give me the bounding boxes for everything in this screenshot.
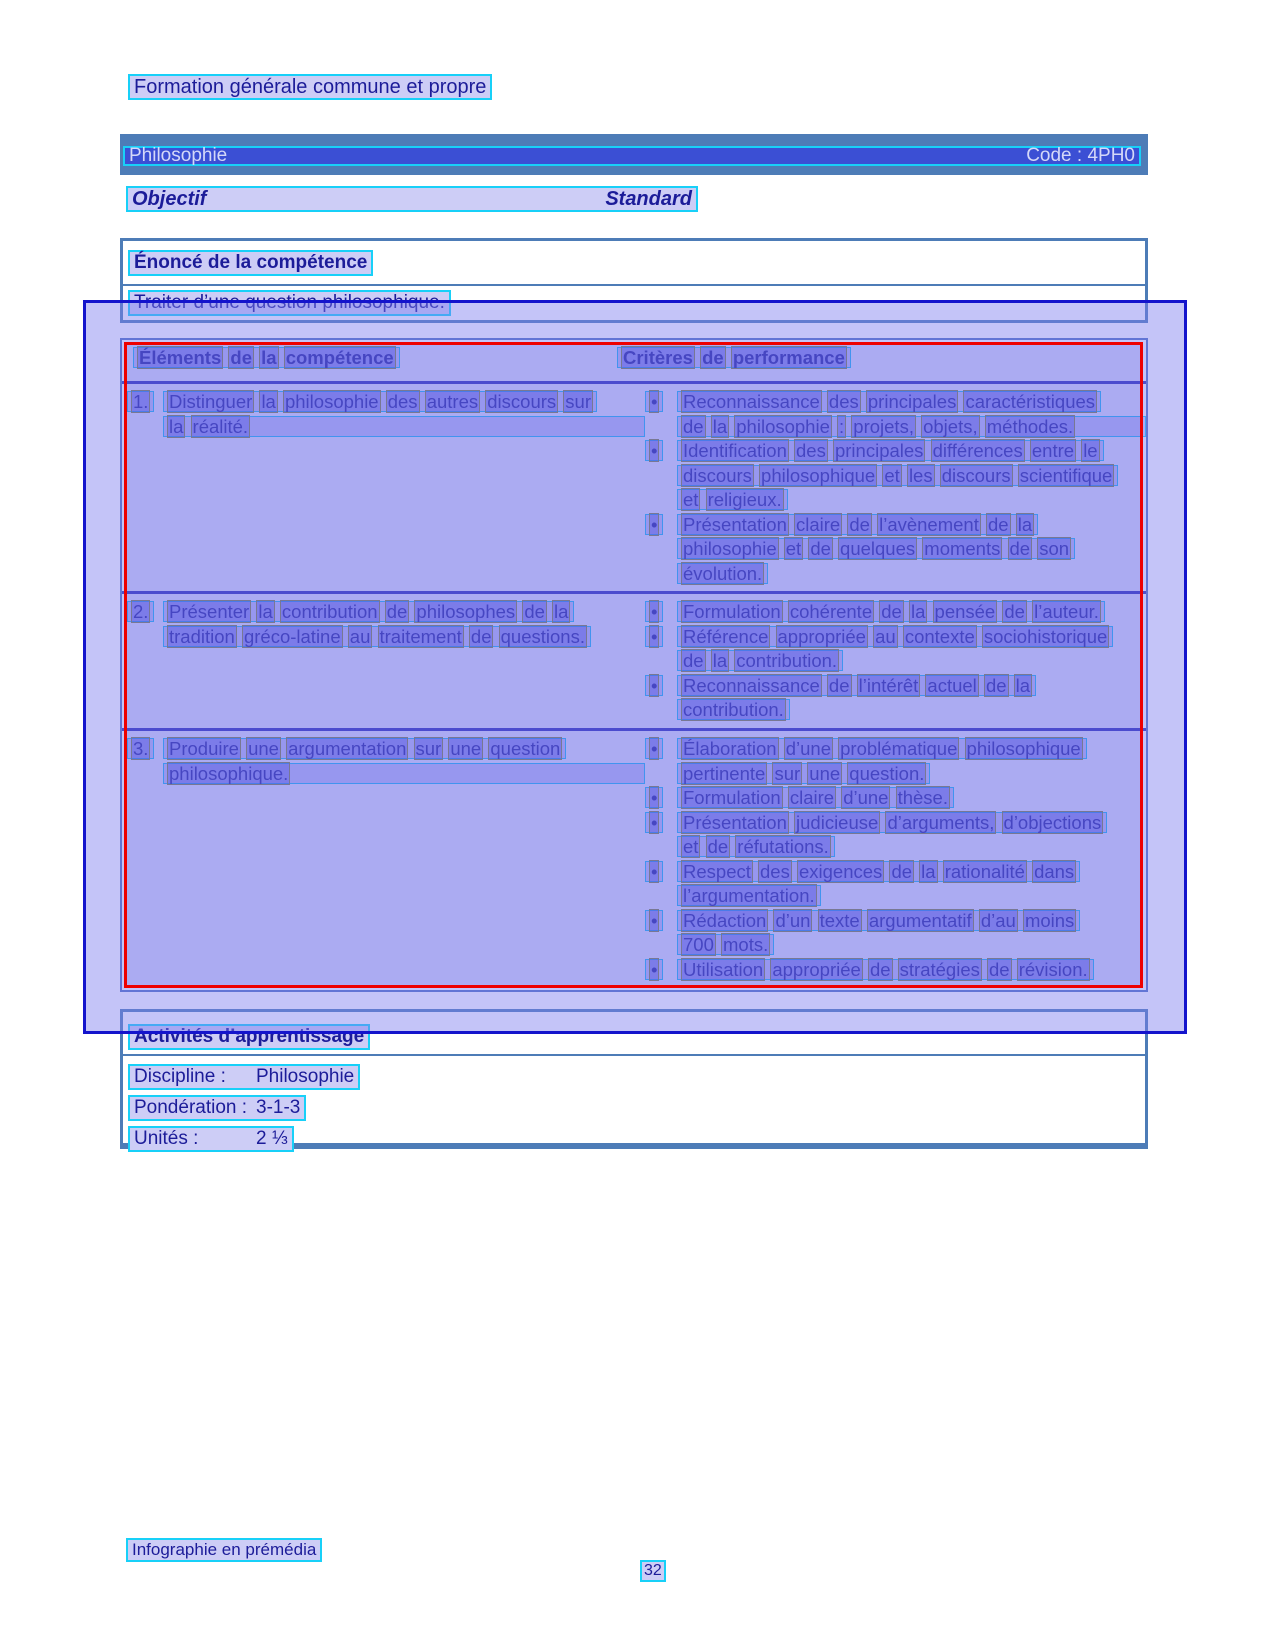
word-box: pertinente	[683, 762, 766, 784]
word-box: contribution	[281, 601, 378, 622]
discipline-row	[128, 1064, 360, 1090]
text-line-box	[677, 763, 930, 784]
word-box: appropriée	[777, 625, 866, 647]
word-box: philosophes	[416, 601, 516, 622]
word-box: projets,	[853, 415, 914, 437]
bullet-icon	[645, 812, 677, 861]
word-box: claire	[789, 787, 835, 808]
criterion-text	[677, 675, 1146, 724]
word-box: philosophique	[966, 738, 1081, 759]
word-box: de	[849, 513, 870, 535]
word-box: la	[921, 860, 936, 882]
criterion-item	[645, 787, 1146, 812]
word-box: thèse.	[897, 787, 948, 808]
enonce-title-row	[123, 241, 1145, 286]
bullet-icon	[645, 910, 677, 959]
word-box: et	[683, 489, 699, 510]
word-box: principales	[867, 391, 957, 412]
word-box: entre	[1031, 440, 1075, 461]
competence-statement: Traiter d’une question philosophique.	[128, 290, 451, 316]
word-box: de	[869, 958, 891, 980]
criterion-item	[645, 440, 1146, 514]
text-line-box	[677, 440, 1104, 461]
word-box: son	[1039, 538, 1070, 559]
word-box: sociohistorique	[983, 625, 1108, 647]
bullet-icon	[645, 391, 677, 440]
word-box: au	[349, 625, 371, 647]
word-box: gréco-latine	[243, 625, 341, 647]
activites-body	[123, 1056, 1145, 1152]
criterion-text	[677, 440, 1146, 514]
word-box: 700	[683, 934, 714, 955]
word-box: •	[651, 811, 658, 833]
word-box: Distinguer	[169, 391, 253, 412]
text-line-box	[677, 465, 1118, 486]
bullet-icon	[645, 626, 677, 675]
word-box: des	[387, 391, 418, 412]
word-box: Produire	[169, 738, 239, 759]
word-box: Critères	[623, 347, 693, 368]
bullet-icon	[645, 675, 677, 724]
discipline-value: Philosophie	[256, 1066, 355, 1087]
ponderation-label: Pondération :	[134, 1097, 248, 1118]
word-box: 1.	[133, 391, 149, 412]
objectif-heading: Objectif	[132, 188, 207, 210]
word-box: actuel	[927, 674, 977, 696]
text-line-box	[645, 675, 663, 696]
table-body	[122, 384, 1146, 988]
discipline-label: Discipline :	[134, 1066, 226, 1087]
word-box: cohérente	[789, 601, 873, 622]
word-box: argumentation	[288, 738, 407, 759]
text-line-box	[677, 514, 1038, 535]
word-box: Formulation	[683, 601, 781, 622]
word-box: 3.	[133, 738, 149, 759]
word-box: l’intérêt	[858, 674, 919, 696]
word-box: problématique	[840, 738, 958, 759]
unites-row	[128, 1126, 294, 1152]
course-name: Philosophie	[129, 145, 228, 166]
criterion-text	[677, 626, 1146, 675]
word-box: tradition	[169, 625, 235, 647]
word-box: •	[651, 738, 658, 759]
word-box: judicieuse	[796, 811, 879, 833]
table-row	[122, 731, 1146, 988]
word-box: compétence	[285, 347, 394, 368]
word-box: de	[702, 347, 724, 368]
word-box: les	[908, 464, 933, 486]
text-line-box	[677, 489, 788, 510]
course-header-row	[123, 146, 1141, 166]
word-box: réalité.	[192, 415, 249, 437]
word-box: Rédaction	[683, 909, 767, 931]
word-box: une	[809, 762, 841, 784]
ponderation-value: 3-1-3	[256, 1097, 301, 1118]
word-box: contribution.	[683, 699, 784, 720]
element-text-cell	[163, 391, 645, 591]
criterion-item	[645, 626, 1146, 675]
word-box: Référence	[683, 625, 769, 647]
bullet-icon	[645, 959, 677, 984]
word-box: d’au	[980, 909, 1016, 931]
word-box: de	[1009, 538, 1031, 559]
word-box: objets,	[923, 415, 978, 437]
word-box: au	[875, 625, 896, 647]
word-box: méthodes.	[986, 415, 1074, 437]
bullet-icon	[645, 738, 677, 787]
ponderation-row	[128, 1095, 306, 1121]
text-line-box	[163, 626, 591, 647]
word-box: scientifique	[1019, 464, 1113, 486]
word-box: la	[261, 347, 277, 368]
text-line-box	[677, 563, 768, 584]
word-box: philosophie	[683, 538, 777, 559]
word-box: des	[796, 440, 826, 461]
word-box: une	[248, 738, 279, 759]
text-line-box	[677, 959, 1094, 980]
unites-value: 2 ⅓	[256, 1128, 288, 1149]
word-box: moins	[1024, 909, 1075, 931]
word-box: •	[651, 909, 658, 931]
criterion-text	[677, 391, 1146, 440]
word-box: l’auteur.	[1034, 601, 1099, 622]
text-line-box	[677, 391, 1101, 412]
word-box: questions.	[500, 625, 585, 647]
word-box: caractéristiques	[965, 391, 1096, 412]
word-box: discours	[941, 464, 1011, 486]
text-line-box	[677, 934, 774, 955]
word-box: autres	[426, 391, 479, 412]
criterion-text	[677, 738, 1146, 787]
word-box: d’un	[775, 909, 811, 931]
table-row	[122, 384, 1146, 594]
text-line-box	[677, 538, 1075, 559]
criterion-item	[645, 812, 1146, 861]
word-box: Formulation	[683, 787, 781, 808]
word-box: sur	[565, 391, 591, 412]
word-box: Éléments	[139, 347, 222, 368]
word-box: Reconnaissance	[683, 674, 820, 696]
text-line-box	[645, 738, 663, 759]
word-box: la	[258, 601, 273, 622]
bullet-icon	[645, 787, 677, 812]
word-box: •	[651, 440, 658, 461]
word-box: de	[881, 601, 902, 622]
text-line-box	[677, 699, 790, 720]
criterion-text	[677, 812, 1146, 861]
word-box: des	[828, 391, 859, 412]
word-box: de	[828, 674, 850, 696]
word-box: des	[760, 860, 790, 882]
word-box: de	[230, 347, 252, 368]
word-box: rationalité	[944, 860, 1025, 882]
word-box: la	[554, 601, 569, 622]
bullet-icon	[645, 440, 677, 514]
text-line-box	[645, 959, 663, 980]
word-box: discours	[683, 464, 752, 486]
word-box: Élaboration	[683, 738, 777, 759]
word-box: la	[169, 415, 184, 437]
word-box: claire	[796, 513, 841, 535]
criterion-item	[645, 910, 1146, 959]
criterion-item	[645, 959, 1146, 984]
word-box: contexte	[904, 625, 975, 647]
activites-title-row	[123, 1012, 1145, 1056]
text-line-box	[677, 812, 1107, 833]
text-line-box	[677, 787, 954, 808]
word-box: philosophique	[761, 464, 876, 486]
text-line-box	[127, 601, 154, 622]
word-box: la	[1015, 674, 1031, 696]
text-line-box	[127, 391, 154, 412]
criterion-text	[677, 601, 1146, 626]
text-line-box	[163, 391, 597, 412]
text-line-box	[677, 650, 843, 671]
text-line-box	[677, 675, 1036, 696]
criterion-item	[645, 391, 1146, 440]
text-line-box	[645, 812, 663, 833]
elements-header-cell	[133, 347, 617, 381]
word-box: discours	[487, 391, 557, 412]
word-box: l’argumentation.	[683, 885, 815, 906]
activites-title: Activités d’apprentissage	[128, 1024, 370, 1050]
text-line-box	[645, 440, 663, 461]
word-box: de	[386, 601, 408, 622]
word-box: religieux.	[707, 489, 782, 510]
word-box: question.	[849, 762, 925, 784]
word-box: et	[683, 836, 699, 857]
word-box: philosophique.	[169, 762, 289, 784]
word-box: réfutations.	[737, 836, 829, 857]
criteria-list	[645, 391, 1146, 591]
criterion-text	[677, 514, 1146, 588]
element-number-cell	[127, 391, 163, 591]
text-line-box	[677, 910, 1080, 931]
element-text-cell	[163, 738, 645, 988]
word-box: mots.	[723, 934, 769, 955]
text-line-box	[677, 416, 1146, 437]
text-line-box	[163, 416, 645, 437]
word-box: de	[707, 836, 729, 857]
word-box: et	[785, 538, 802, 559]
word-box: révision.	[1018, 958, 1088, 980]
criterion-text	[677, 861, 1146, 910]
word-box: appropriée	[772, 958, 861, 980]
text-line-box	[677, 738, 1087, 759]
criterion-item	[645, 601, 1146, 626]
text-line-box	[677, 885, 821, 906]
criterion-item	[645, 675, 1146, 724]
word-box: de	[891, 860, 913, 882]
word-box: sur	[774, 762, 801, 784]
element-number-cell	[127, 601, 163, 728]
text-line-box	[163, 763, 645, 784]
word-box: Présentation	[683, 513, 787, 535]
word-box: de	[470, 625, 492, 647]
word-box: :	[839, 415, 845, 437]
word-box: 2.	[133, 601, 149, 622]
word-box: philosophie	[284, 391, 379, 412]
enonce-title: Énoncé de la compétence	[128, 250, 373, 276]
text-line-box	[645, 861, 663, 882]
element-number-cell	[127, 738, 163, 988]
criteria-list	[645, 601, 1146, 728]
word-box: la	[1017, 513, 1033, 535]
page-number: 32	[640, 1560, 666, 1582]
word-box: Présenter	[169, 601, 250, 622]
word-box: pensée	[934, 601, 996, 622]
word-box: de	[989, 958, 1010, 980]
text-line-box	[645, 391, 663, 412]
bullet-icon	[645, 514, 677, 588]
criteres-header	[617, 347, 851, 368]
word-box: différences	[932, 440, 1023, 461]
criteria-list	[645, 738, 1146, 988]
standard-heading: Standard	[605, 188, 692, 210]
word-box: •	[651, 601, 658, 622]
activites-box	[120, 1009, 1148, 1149]
text-line-box	[645, 601, 663, 622]
word-box: la	[261, 391, 276, 412]
word-box: Utilisation	[683, 958, 764, 980]
word-box: •	[651, 958, 658, 980]
course-header-bar	[120, 134, 1148, 175]
word-box: philosophie	[736, 415, 830, 437]
word-box: •	[651, 391, 658, 412]
table-row	[122, 594, 1146, 731]
word-box: de	[810, 538, 831, 559]
bullet-icon	[645, 601, 677, 626]
word-box: Respect	[683, 860, 751, 882]
criterion-item	[645, 514, 1146, 588]
word-box: stratégies	[899, 958, 980, 980]
word-box: la	[712, 650, 728, 671]
word-box: •	[651, 513, 658, 535]
text-line-box	[645, 787, 663, 808]
text-line-box	[127, 738, 154, 759]
word-box: •	[651, 787, 658, 808]
word-box: •	[651, 625, 658, 647]
unites-label: Unités :	[134, 1128, 199, 1149]
word-box: •	[651, 860, 658, 882]
word-box: de	[1004, 601, 1025, 622]
elements-header	[133, 347, 400, 368]
text-line-box	[645, 514, 663, 535]
enonce-box	[120, 238, 1148, 323]
word-box: l’avènement	[879, 513, 979, 535]
section-title: Formation générale commune et propre	[128, 74, 492, 100]
word-box: moments	[924, 538, 1001, 559]
criterion-item	[645, 738, 1146, 787]
criterion-text	[677, 910, 1146, 959]
word-box: sur	[415, 738, 442, 759]
word-box: de	[683, 415, 704, 437]
word-box: Reconnaissance	[683, 391, 820, 412]
competence-table	[120, 338, 1148, 992]
objectif-standard-row	[126, 186, 698, 212]
word-box: Présentation	[683, 811, 787, 833]
text-line-box	[677, 626, 1113, 647]
criterion-item	[645, 861, 1146, 910]
text-line-box	[677, 601, 1105, 622]
word-box: Identification	[683, 440, 787, 461]
word-box: de	[683, 650, 704, 671]
text-line-box	[645, 910, 663, 931]
word-box: la	[910, 601, 926, 622]
word-box: de	[988, 513, 1009, 535]
text-line-box	[163, 738, 566, 759]
table-header-row	[122, 340, 1146, 384]
word-box: d’objections	[1003, 811, 1102, 833]
word-box: quelques	[840, 538, 916, 559]
word-box: d’arguments,	[887, 811, 995, 833]
word-box: évolution.	[683, 562, 763, 584]
word-box: la	[712, 415, 728, 437]
word-box: dans	[1034, 860, 1075, 882]
text-line-box	[677, 861, 1080, 882]
enonce-body-row	[123, 286, 1145, 316]
word-box: une	[450, 738, 482, 759]
word-box: principales	[834, 440, 924, 461]
word-box: exigences	[798, 860, 883, 882]
word-box: texte	[819, 909, 860, 931]
bullet-icon	[645, 861, 677, 910]
word-box: de	[524, 601, 545, 622]
word-box: d’une	[843, 787, 889, 808]
course-code: Code : 4PH0	[1026, 145, 1135, 166]
criteres-header-cell	[617, 347, 1146, 381]
text-line-box	[645, 626, 663, 647]
word-box: argumentatif	[868, 909, 972, 931]
word-box: et	[884, 464, 900, 486]
text-line-box	[163, 601, 574, 622]
word-box: de	[985, 674, 1007, 696]
element-text-cell	[163, 601, 645, 728]
word-box: contribution.	[736, 650, 838, 671]
word-box: •	[651, 674, 658, 696]
text-line-box	[677, 836, 835, 857]
criterion-text	[677, 959, 1146, 984]
footer-label: Infographie en prémédia	[126, 1538, 322, 1562]
criterion-text	[677, 787, 1146, 812]
word-box: question	[490, 738, 561, 759]
word-box: traitement	[379, 625, 462, 647]
word-box: d’une	[785, 738, 831, 759]
word-box: le	[1083, 440, 1098, 461]
word-box: performance	[732, 347, 845, 368]
